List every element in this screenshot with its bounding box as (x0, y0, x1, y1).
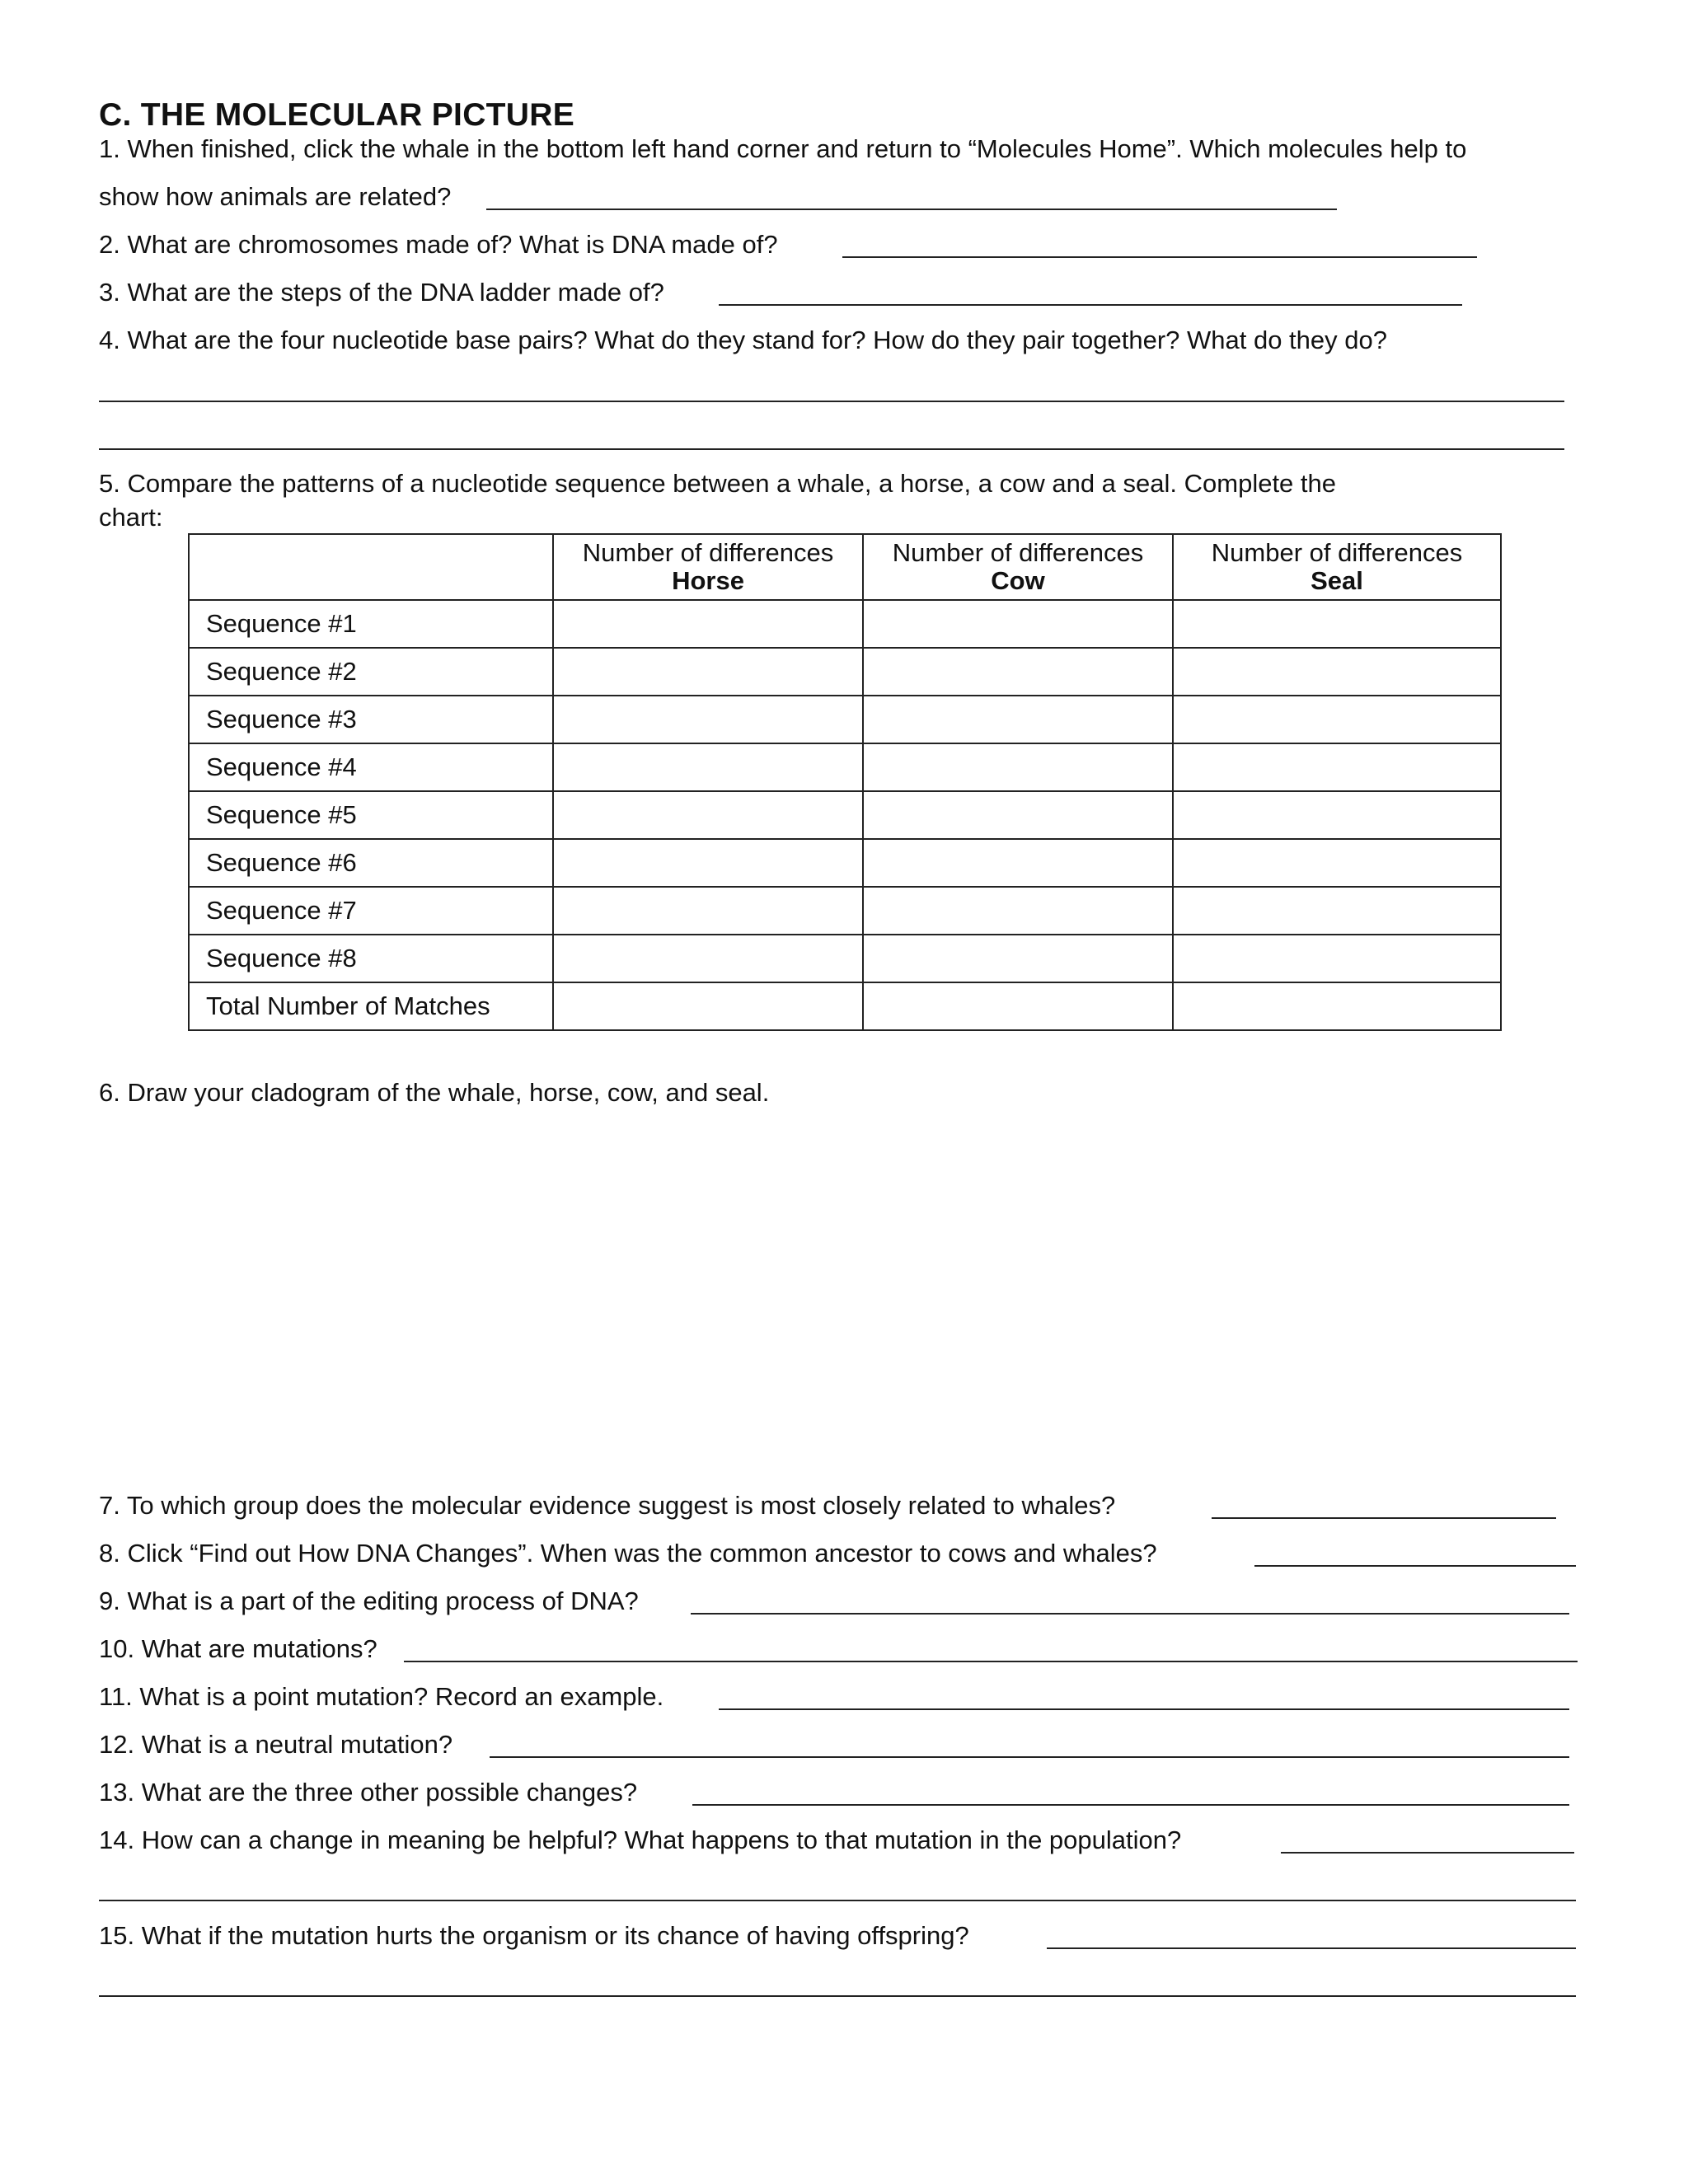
answer-line-4b[interactable] (99, 448, 1564, 450)
answer-line-14b[interactable] (99, 1900, 1576, 1901)
table-cell[interactable] (863, 600, 1173, 648)
answer-line-2[interactable] (842, 256, 1477, 258)
answer-line-10[interactable] (404, 1661, 1578, 1662)
table-row (189, 791, 1501, 839)
table-total-row (189, 982, 1501, 1030)
column-header-horse: Number of differences Horse (553, 534, 863, 600)
table-cell[interactable] (553, 743, 863, 791)
table-cell[interactable] (1173, 743, 1501, 791)
answer-line-11[interactable] (719, 1708, 1569, 1710)
table-cell[interactable] (553, 982, 863, 1030)
table-row (189, 887, 1501, 935)
table-header-row (189, 534, 1501, 600)
column-header-cow: Number of differences Cow (863, 534, 1173, 600)
question-10: 10. What are mutations? (99, 1634, 377, 1663)
row-label: Sequence #3 (189, 696, 553, 743)
question-1-line-1: 1. When finished, click the whale in the bottom left hand corner and return to “Molecules Home”. Which molecules help to (99, 134, 1467, 163)
answer-line-14a[interactable] (1281, 1852, 1574, 1854)
section-title: C. THE MOLECULAR PICTURE (99, 97, 575, 133)
table-cell[interactable] (1173, 600, 1501, 648)
table-cell[interactable] (863, 935, 1173, 982)
question-12: 12. What is a neutral mutation? (99, 1730, 453, 1759)
table-row (189, 839, 1501, 887)
table-cell[interactable] (1173, 839, 1501, 887)
table-cell[interactable] (863, 982, 1173, 1030)
question-3: 3. What are the steps of the DNA ladder made of? (99, 278, 664, 307)
table-cell[interactable] (553, 696, 863, 743)
table-cell[interactable] (1173, 935, 1501, 982)
table-cell[interactable] (553, 648, 863, 696)
table-corner-cell (189, 534, 553, 600)
table-row (189, 935, 1501, 982)
sequence-differences-table (188, 533, 1502, 1031)
answer-line-8[interactable] (1254, 1565, 1576, 1567)
answer-line-9[interactable] (691, 1613, 1569, 1615)
table-cell[interactable] (863, 839, 1173, 887)
table-row (189, 743, 1501, 791)
question-7: 7. To which group does the molecular evidence suggest is most closely related to whales? (99, 1491, 1116, 1520)
answer-line-13[interactable] (692, 1804, 1569, 1806)
question-2: 2. What are chromosomes made of? What is DNA made of? (99, 230, 778, 259)
row-label: Sequence #2 (189, 648, 553, 696)
table-cell[interactable] (1173, 791, 1501, 839)
answer-line-15b[interactable] (99, 1995, 1576, 1997)
question-1-line-2: show how animals are related? (99, 182, 452, 211)
table-cell[interactable] (863, 887, 1173, 935)
table-row (189, 696, 1501, 743)
question-6: 6. Draw your cladogram of the whale, horse, cow, and seal. (99, 1078, 770, 1107)
row-label: Sequence #7 (189, 887, 553, 935)
table-cell[interactable] (863, 743, 1173, 791)
table-row (189, 648, 1501, 696)
table-cell[interactable] (1173, 887, 1501, 935)
answer-line-1[interactable] (486, 209, 1337, 210)
table-row (189, 600, 1501, 648)
answer-line-12[interactable] (490, 1756, 1569, 1758)
question-5-line-2: chart: (99, 503, 163, 532)
table-cell[interactable] (863, 791, 1173, 839)
table-cell[interactable] (553, 839, 863, 887)
table-cell[interactable] (1173, 696, 1501, 743)
question-13: 13. What are the three other possible changes? (99, 1778, 638, 1807)
answer-line-3[interactable] (719, 304, 1462, 306)
question-11: 11. What is a point mutation? Record an example. (99, 1682, 664, 1711)
question-4: 4. What are the four nucleotide base pairs? What do they stand for? How do they pair together? What do they do? (99, 326, 1387, 354)
answer-line-4a[interactable] (99, 401, 1564, 402)
question-8: 8. Click “Find out How DNA Changes”. When was the common ancestor to cows and whales? (99, 1539, 1157, 1568)
table-cell[interactable] (553, 600, 863, 648)
question-9: 9. What is a part of the editing process of DNA? (99, 1586, 639, 1615)
row-label: Sequence #4 (189, 743, 553, 791)
cladogram-drawing-area[interactable] (99, 1121, 1564, 1467)
question-5-line-1: 5. Compare the patterns of a nucleotide sequence between a whale, a horse, a cow and a seal. Complete the (99, 469, 1337, 498)
table-cell[interactable] (863, 696, 1173, 743)
table-cell[interactable] (1173, 648, 1501, 696)
table-cell[interactable] (553, 935, 863, 982)
column-header-seal: Number of differences Seal (1173, 534, 1501, 600)
total-label: Total Number of Matches (189, 982, 553, 1030)
table-cell[interactable] (553, 791, 863, 839)
answer-line-7[interactable] (1212, 1517, 1556, 1519)
table-cell[interactable] (1173, 982, 1501, 1030)
row-label: Sequence #5 (189, 791, 553, 839)
answer-line-15a[interactable] (1047, 1947, 1576, 1949)
row-label: Sequence #1 (189, 600, 553, 648)
question-14: 14. How can a change in meaning be helpful? What happens to that mutation in the population? (99, 1825, 1182, 1854)
table-cell[interactable] (863, 648, 1173, 696)
question-15: 15. What if the mutation hurts the organism or its chance of having offspring? (99, 1921, 969, 1950)
row-label: Sequence #8 (189, 935, 553, 982)
row-label: Sequence #6 (189, 839, 553, 887)
table-cell[interactable] (553, 887, 863, 935)
